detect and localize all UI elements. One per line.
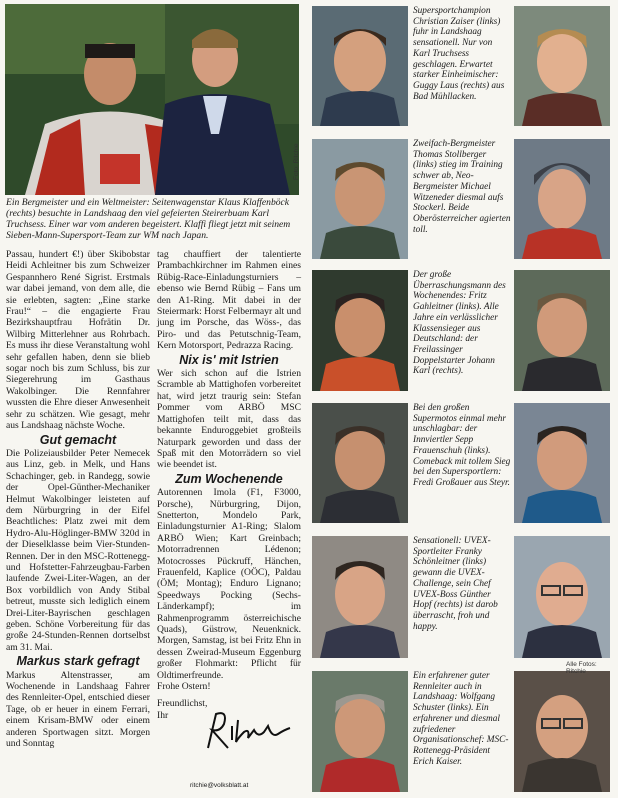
portrait-witzeneder	[514, 139, 610, 259]
portrait-gahleitner	[312, 270, 408, 391]
caption-schoenleitner-hopf: Sensationell: UVEX-Sportleiter Franky Schönleitner (links) gewann die UVEX-Challenge, sein Chef UVEX-Boss Günther Hopf (rechts) ist darob überrascht, froh und happy.	[413, 536, 498, 632]
heading-istrien: Nix is' mit Istrien	[179, 352, 279, 367]
riders-portrait-photo	[5, 4, 299, 195]
portrait-grossauer	[514, 403, 610, 523]
caption-frauenschuh-grossauer: Bei den großen Supermotos einmal mehr unschlagbar: der Innviertler Sepp Frauenschuh (links). Comeback mit tollem Sieg bei den Supersportlern: Fredi Großauer aus Steyr.	[413, 403, 511, 488]
top-photo	[5, 4, 299, 195]
column-1	[6, 249, 150, 749]
signature	[198, 708, 298, 753]
portrait-schoenleitner	[312, 536, 408, 658]
portrait-laus	[514, 6, 610, 126]
signature-icon	[198, 708, 298, 753]
photo-credit-vertical: Foto: Ritchie	[293, 143, 300, 180]
paragraph-gut-gemacht: Die Polizeiausbilder Peter Nemecek aus Linz, geb. in Melk, und Hans Schachinger, geb. in Randegg, sowie der Opel-Günther-Mechaniker Helmut Wakolbinger leisteten auf dem Nürburgring in der Eifel Beachtliches: Platz zwei mit dem Hydro-Alu-Höglinger-BMW 320d in der Dieselklasse beim Vier-Stunden-Rennen. Der in den MSC-Rottenegg- und Hofstetter-Fahrzeugbau-Farben laufende Zwei-Liter-Wagen, an der Box vorbildlich von Andy Stibal betreut, musste sich lediglich einem Drei-Liter-Bayrischen geschlagen geben. Schöne Vorbereitung für das große 24-Stunden-Rennen dortselbst am 31. Mai.	[6, 447, 150, 653]
closing-line: Freundlichst,	[157, 698, 208, 710]
portrait-schuster	[312, 671, 408, 792]
closing-ihr: Ihr	[157, 709, 169, 721]
paragraph-markus: Markus Altenstrasser, am Wochenende in Landshaag Fahrer des Rennleiter-Opel, entschied dieser Tage, ob er heuer in einem Ferrari, einem Krisam-BMW oder einem anderen Sportwagen sitzt. Morgen und Sonntag	[6, 669, 150, 750]
portrait-karl	[514, 270, 610, 391]
caption-stollberger-witzeneder: Zweifach-Bergmeister Thomas Stollberger (links) stieg im Training schwer ab, Neo-Bergmeister Michael Witzeneder diesmal aufs Stockerl. Beide Oberösterreicher agierten toll.	[413, 139, 511, 235]
caption-schuster-kaiser: Ein erfahrener guter Rennleiter auch in Landshaag: Wolfgang Schuster (links). Ein erfahrener und diesmal zufriedener Organisationschef: MSC-Rottenegg-Präsident Erich Kaiser.	[413, 671, 509, 767]
caption-gahleitner-karl: Der große Überraschungsmann des Wochenendes: Fritz Gahleitner (links). Alle Jahre ein verlässlicher Klassensieger aus Deutschland: der Freilassinger Doppelstarter Johann Karl (rechts).	[413, 270, 506, 377]
all-photos-credit: Alle Fotos: Ritchie	[566, 661, 597, 675]
paragraph-intro: Passau, hundert €!) über Skibobstar Heidi Achleitner bis zum Schweizer Gespannhero René Sigrist. Erstmals war dabei jemand, von dem alle, die sie erlebten, sagten: „Eine starke Frau!“ – die engagierte Frau Bezirkshauptfrau Hofrätin Dr. Wilbirg Mitterlehner aus Rohrbach. Es muss ihr diese Veranstaltung wohl sehr gefallen haben, denn sie blieb sogar noch bis zum Schluss, bis zur Siegerehrung im Gasthaus Wakolbinger. Die Rennfahrer wussten die Ehre dieser Anwesenheit sehr zu schätzen. Wie gesagt, mehr aus Landshaag nächste Woche.	[6, 249, 150, 432]
portrait-kaiser	[514, 671, 610, 792]
heading-gut-gemacht: Gut gemacht	[39, 432, 117, 447]
paragraph-wochenende: Autorennen Imola (F1, F3000, Porsche), Nürburgring, Dijon, Snetterton, Mondelo Park, Einladungsturnier A1-Ring; Slalom ARBÖ Wien; Kart Greinbach; Motorradrennen Lédenon; Motocrosses Pückruff, Hänchen, Frauenfeld, Kaplice (OÖC), Paldau (ÖM; Montag); Enduro Lignano; Speedways Pocking (Sechs-Länderkampf); im Rahmenprogramm österreichische Quads), Güstrow, Neuenknick. Morgen, Samstag, ist bei Fritz Ehn in dessen Zweirad-Museum Eggenburg großer Flohmarkt: Pflicht für Oldtimerfreunde. Frohe Ostern!	[157, 487, 301, 693]
portrait-frauenschuh	[312, 403, 408, 523]
portrait-zaiser	[312, 6, 408, 126]
email-address[interactable]: ritchie@volksblatt.at	[190, 782, 249, 789]
paragraph-istrien: Wer sich schon auf die Istrien Scramble ab Mattighofen vorbereitet hat, wird jetzt traurig sein: Stefan Pommer vom ARBÖ MSC Mattighofen teilt mit, dass das bekannte Enduroggebiet großteils Naturpark geworden und dass der Spaß mit den Motorrädern so viel wie beendet ist.	[157, 368, 301, 471]
heading-markus: Markus stark gefragt	[16, 654, 140, 669]
paragraph-continued: tag chauffiert der talentierte Prambachkirchner im Rahmen eines Rübig-Race-Einladungsturniers – ebenso wie Bernd Rübig – Fans um den A1-Ring. Mit dabei in der Steiermark: Horst Felbermayr alt und jung im Porsche, das Wöss-, das Piro- und das Petutschnig-Team, Kern Motorsport, Pedrazza Racing.	[157, 249, 301, 352]
top-photo-caption: Ein Bergmeister und ein Weltmeister: Seitenwagenstar Klaus Klaffenböck (rechts) besuchte in Landshaag den viel gefeierten Steirerbuam Karl Truchsess. Einer war vom anderen begeistert. Klaffi fliegt jetzt mit seinem Sieben-Mann-Supersport-Team zur WM nach Japan.	[6, 197, 291, 241]
column-2	[157, 249, 301, 721]
caption-zaiser-laus: Supersportchampion Christian Zaiser (links) fuhr in Landshaag sensationell. Nur von Karl Truchsess geschlagen. Erwartet starker Einheimischer: Guggy Laus (rechts) aus Bad Mühllacken.	[413, 6, 505, 102]
portrait-hopf	[514, 536, 610, 658]
portrait-stollberger	[312, 139, 408, 259]
heading-wochenende: Zum Wochenende	[175, 471, 283, 486]
